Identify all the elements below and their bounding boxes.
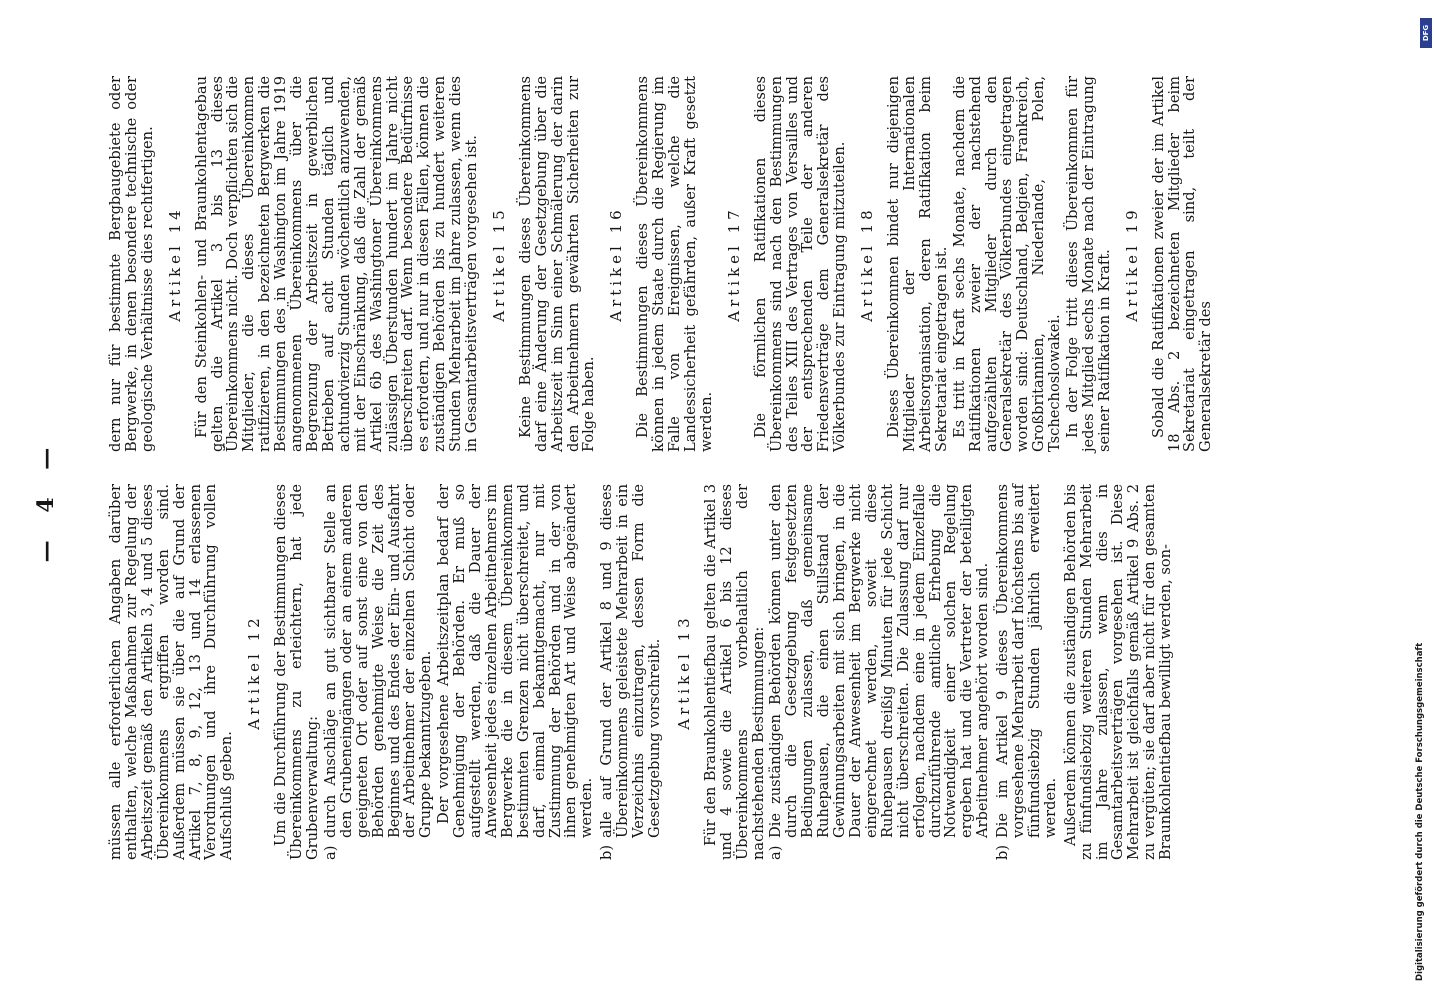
paragraph: durch Anschläge an gut sichtbarer Stelle an den Grubeneingängen oder an einem anderen geeigneten Ort oder auf sonst eine von den Behörden genehmigte Weise die Zeit des Beginnes und des Endes der Ein- und Ausfahrt der Arbeitnehmer der einzelnen Schicht oder Gruppe bekanntzugeben. bbox=[321, 484, 435, 838]
article-13-heading: Artikel 13 bbox=[674, 614, 693, 730]
list-item bbox=[599, 484, 665, 860]
paragraph: Für den Steinkohlen- und Braunkohlentagebau gelten die Artikel 3 bis 13 dieses Übereinkommens nicht. Doch verpflichten sich die Mitglieder, die dieses Übereinkommen ratifizieren, in den bezeichneten Bergwerken die Bestimmungen des in Washington im Jahre 1919 angenommenen Übereinkommens über die Begrenzung der Arbeitszeit in gewerblichen Betrieben auf acht Stunden täglich und achtundvierzig Stunden wöchentlich anzuwenden, mit der Einschränkung, daß die Zahl der gemäß Artikel 6b des Washingtoner Übereinkommens zulässigen Überstunden hundert im Jahre nicht überschreiten darf. Wenn besondere Bedürfnisse es erfordern, und nur in diesen Fällen, können die zuständigen Behörden bis zu hundert weiteren Stunden Mehrarbeit im Jahre zulassen, wenn dies in Gesamtarbeitsverträgen vorgesehen ist. bbox=[192, 76, 481, 452]
paragraph: Die zuständigen Behörden können unter den durch die Gesetzgebung festgesetzten Bedingungen zulassen, daß gemeinsame Ruhepausen, die einen Stillstand der Gewinnungsarbeiten mit sich bringen, in die Dauer der Anwesenheit im Bergwerke nicht eingerechnet werden, soweit diese Ruhepausen dreißig Minuten für jede Schicht nicht überschreiten. Die Zulassung darf nur erfolgen, nachdem eine in jedem Einzelfalle durchzuführende amtliche Erhebung die Notwendigkeit einer solchen Regelung ergeben hat und die Vertreter der beteiligten Arbeitnehmer angehört worden sind. bbox=[767, 484, 992, 838]
article-17-heading: Artikel 17 bbox=[724, 206, 743, 322]
paragraph: Es tritt in Kraft sechs Monate, nachdem die Ratifikationen zweier der nachstehend aufgezählten Mitglieder durch den Generalsekretär des Völkerbundes eingetragen worden sind: Deutschland, Belgien, Frankreich, Großbritannien, Niederlande, Polen, Tschechoslowakei. bbox=[950, 76, 1064, 452]
paragraph: alle auf Grund der Artikel 8 und 9 dieses Übereinkommens geleistete Mehrarbeit in ein Verzeichnis einzutragen, dessen Form die Gesetzgebung vorschreibt. bbox=[598, 484, 663, 838]
paragraph: Außerdem können die zuständigen Behörden bis zu fünfundsiebzig weiteren Stunden Mehrarbeit im Jahre zulassen, wenn dies in Gesamtarbeitsverträgen vorgesehen ist. Diese Mehrarbeit ist gleichfalls gemäß Artikel 9 Abs. 2 zu vergüten; sie darf aber nicht für den gesamten Braunkohlentiefbau bewilligt werden, son- bbox=[1061, 484, 1175, 860]
article-18-heading: Artikel 18 bbox=[858, 206, 877, 322]
list-label: b) bbox=[994, 844, 1012, 860]
article-19-heading: Artikel 19 bbox=[1122, 206, 1141, 322]
list-item bbox=[995, 484, 1061, 860]
digitization-credit bbox=[1415, 8, 1434, 992]
article-15-heading: Artikel 15 bbox=[489, 206, 508, 322]
right-column bbox=[108, 76, 1216, 452]
paragraph: Die förmlichen Ratifikationen dieses Übereinkommens sind nach den Bestimmungen des Teiles XIII des Vertrages von Versailles und der entsprechenden Teile der anderen Friedensverträge dem Generalsekretär des Völkerbundes zur Eintragung mitzuteilen. bbox=[751, 76, 849, 452]
dfg-logo: DFG bbox=[1420, 18, 1432, 48]
article-12-heading: Artikel 12 bbox=[245, 614, 264, 730]
left-column bbox=[108, 484, 1176, 860]
paragraph: Keine Bestimmungen dieses Übereinkommens darf eine Änderung der Gesetzgebung über die Arbeitszeit im Sinn einer Schmälerung der darin den Arbeitnehmern gewährten Sicherheiten zur Folge haben. bbox=[516, 76, 598, 452]
article-14-heading: Artikel 14 bbox=[165, 206, 184, 322]
paragraph: Um die Durchführung der Bestimmungen dieses Übereinkommens zu erleichtern, hat jede Grubenverwaltung: bbox=[272, 484, 321, 860]
list-label: a) bbox=[321, 845, 339, 860]
list-label: a) bbox=[767, 845, 785, 860]
paragraph: Für den Braunkohlentiefbau gelten die Artikel 3 und 4 sowie die Artikel 6 bis 12 dieses Übereinkommens vorbehaltlich der nachstehenden Bestimmungen: bbox=[701, 484, 767, 860]
paragraph: In der Folge tritt dieses Übereinkommen für jedes Mitglied sechs Monate nach der Eintragung seiner Ratifikation in Kraft. bbox=[1064, 76, 1113, 452]
paragraph: Der vorgesehene Arbeitszeitplan bedarf der Genehmigung der Behörden. Er muß so aufgestellt werden, daß die Dauer der Anwesenheit jedes einzelnen Arbeitnehmers im Bergwerke die in diesem Übereinkommen bestimmten Grenzen nicht überschreitet, und darf, einmal bekanntgemacht, nur mit Zustimmung der Behörden und in der von ihnen genehmigten Art und Weise abgeändert werden. bbox=[435, 484, 596, 838]
article-16-heading: Artikel 16 bbox=[607, 206, 626, 322]
paragraph: Dieses Übereinkommen bindet nur diejenigen Mitglieder der Internationalen Arbeitsorganisation, deren Ratifikation beim Sekretariat eingetragen ist. bbox=[885, 76, 950, 452]
list-label: b) bbox=[598, 844, 616, 860]
paragraph: Sobald die Ratifikationen zweier der im Artikel 18 Abs. 2 bezeichneten Mitglieder beim Sekretariat eingetragen sind, teilt der Generalsekretär des bbox=[1149, 76, 1215, 452]
paragraph: dern nur für bestimmte Bergbaugebiete oder Bergwerke, in denen besondere technische oder geologische Verhältnisse dies rechtfertigen. bbox=[107, 76, 156, 452]
paragraph: Die Bestimmungen dieses Übereinkommens können in jedem Staate durch die Regierung im Falle von Ereignissen, welche die Landessicherheit gefährden, außer Kraft gesetzt werden. bbox=[634, 76, 715, 452]
credit-text: Digitalisierung gefördert durch die Deutsche Forschungsgemeinschaft bbox=[1415, 642, 1425, 981]
list-item bbox=[768, 484, 993, 860]
list-item bbox=[323, 484, 597, 860]
paragraph: müssen alle erforderlichen Angaben darüber enthalten, welche Maßnahmen zur Regelung der Arbeitszeit gemäß den Artikeln 3, 4 und 5 dieses Übereinkommens ergriffen worden sind. Außerdem müssen sie über die auf Grund der Artikel 7, 8, 9, 12, 13 und 14 erlassenen Verordnungen und ihre Durchführung vollen Aufschluß geben. bbox=[107, 484, 236, 860]
paragraph: Die im Artikel 9 dieses Übereinkommens vorgesehene Mehrarbeit darf höchstens bis auf fünfundsiebzig Stunden jährlich erweitert werden. bbox=[994, 484, 1059, 838]
page-number: — 4 — bbox=[33, 437, 59, 563]
